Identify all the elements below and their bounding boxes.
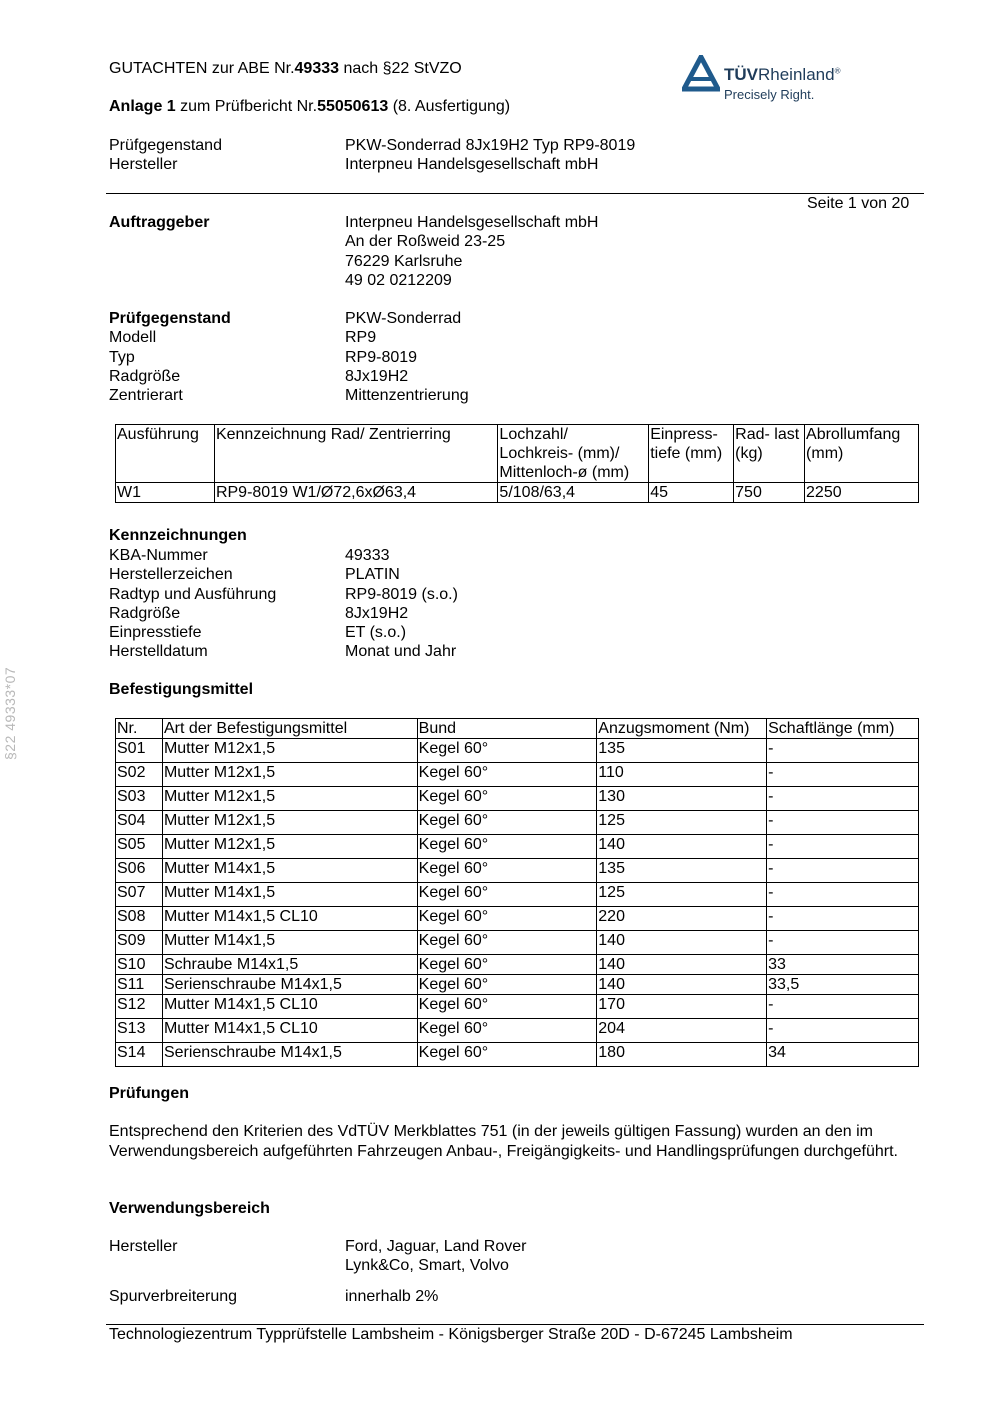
table-cell: S06 xyxy=(116,859,163,883)
table-row xyxy=(116,483,919,503)
pruefungen-text: Entsprechend den Kriterien des VdTÜV Merkblattes 751 (in der jeweils gültigen Fassung) wurden an den im Verwendungsbereich aufgeführten Fahrzeugen Anbau-, Freigängigkeits- und Handlingsprüfungen durchgeführt. xyxy=(109,1123,898,1160)
table-cell: Mutter M12x1,5 xyxy=(162,763,417,787)
table-cell: 33 xyxy=(767,955,919,975)
side-stamp: §22 49333*07 xyxy=(2,666,18,760)
table-header-cell: Art der Befestigungsmittel xyxy=(162,719,417,739)
table-header-cell: Ausführung xyxy=(116,425,215,483)
table-cell: Serienschraube M14x1,5 xyxy=(162,975,417,995)
table-row xyxy=(116,975,919,995)
verwendungsbereich-title: Verwendungsbereich xyxy=(109,1200,270,1217)
table-row xyxy=(116,907,919,931)
table-row xyxy=(116,995,919,1019)
table-cell: Serienschraube M14x1,5 xyxy=(162,1043,417,1067)
table-row xyxy=(116,763,919,787)
table-cell: - xyxy=(767,811,919,835)
table-cell: - xyxy=(767,835,919,859)
table-header-cell: Bund xyxy=(417,719,597,739)
table-cell: 34 xyxy=(767,1043,919,1067)
table-header-cell: Anzugsmoment (Nm) xyxy=(597,719,767,739)
table-cell: W1 xyxy=(116,483,215,503)
table-cell: S08 xyxy=(116,907,163,931)
table-cell: - xyxy=(767,931,919,955)
table-cell: 204 xyxy=(597,1019,767,1043)
header-divider xyxy=(106,193,924,194)
kennzeichnungen-title: Kennzeichnungen xyxy=(109,527,247,544)
table-cell: Kegel 60° xyxy=(417,975,597,995)
table-cell: 140 xyxy=(597,955,767,975)
logo-tagline: Precisely Right. xyxy=(724,87,815,102)
table-cell: S10 xyxy=(116,955,163,975)
table-cell: RP9-8019 W1/Ø72,6xØ63,4 xyxy=(214,483,497,503)
table-row xyxy=(116,835,919,859)
table-row xyxy=(116,955,919,975)
table-cell: 45 xyxy=(649,483,734,503)
table-cell: Kegel 60° xyxy=(417,763,597,787)
logo-brand: TÜVRheinland® xyxy=(724,65,841,84)
table-cell: 110 xyxy=(597,763,767,787)
befestigung-title: Befestigungsmittel xyxy=(109,681,254,698)
table-header-cell: Rad- last (kg) xyxy=(734,425,805,483)
table-cell: 750 xyxy=(734,483,805,503)
table-cell: Kegel 60° xyxy=(417,955,597,975)
table-cell: Kegel 60° xyxy=(417,811,597,835)
table-cell: - xyxy=(767,995,919,1019)
wheel-table xyxy=(115,424,919,503)
table-cell: 220 xyxy=(597,907,767,931)
table-cell: S14 xyxy=(116,1043,163,1067)
table-cell: - xyxy=(767,787,919,811)
gutachten-title: GUTACHTEN zur ABE Nr.49333 nach §22 StVZO xyxy=(109,60,462,77)
table-cell: 135 xyxy=(597,859,767,883)
table-cell: S13 xyxy=(116,1019,163,1043)
table-row xyxy=(116,1043,919,1067)
table-cell: Mutter M14x1,5 xyxy=(162,883,417,907)
table-header-cell: Lochzahl/ Lochkreis- (mm)/ Mittenloch-ø (mm) xyxy=(498,425,649,483)
table-cell: Mutter M12x1,5 xyxy=(162,811,417,835)
table-cell: Kegel 60° xyxy=(417,1043,597,1067)
table-cell: Kegel 60° xyxy=(417,883,597,907)
table-cell: Kegel 60° xyxy=(417,1019,597,1043)
table-row xyxy=(116,1019,919,1043)
table-cell: Kegel 60° xyxy=(417,787,597,811)
abe-number: 49333 xyxy=(294,60,340,77)
pruefungen-title: Prüfungen xyxy=(109,1085,189,1102)
table-cell: Mutter M14x1,5 xyxy=(162,931,417,955)
befestigung-table xyxy=(115,718,919,1067)
table-header-cell: Abrollumfang (mm) xyxy=(805,425,919,483)
wheel-table-header xyxy=(116,425,919,483)
table-header-cell: Schaftlänge (mm) xyxy=(767,719,919,739)
table-cell: S09 xyxy=(116,931,163,955)
table-cell: S04 xyxy=(116,811,163,835)
table-cell: Mutter M14x1,5 CL10 xyxy=(162,907,417,931)
table-cell: - xyxy=(767,883,919,907)
table-cell: 125 xyxy=(597,883,767,907)
table-row xyxy=(116,787,919,811)
table-row xyxy=(116,811,919,835)
tuv-rheinland-logo xyxy=(682,55,872,103)
table-cell: Kegel 60° xyxy=(417,835,597,859)
table-cell: S05 xyxy=(116,835,163,859)
anlage-line: Anlage 1 zum Prüfbericht Nr.55050613 (8. Ausfertigung) xyxy=(109,98,511,115)
table-row xyxy=(116,739,919,763)
table-cell: S01 xyxy=(116,739,163,763)
table-cell: Mutter M12x1,5 xyxy=(162,835,417,859)
footer-text: Technologiezentrum Typprüfstelle Lambsheim - Königsberger Straße 20D - D-67245 Lambsheim xyxy=(109,1326,793,1343)
table-cell: Kegel 60° xyxy=(417,995,597,1019)
table-cell: 140 xyxy=(597,975,767,995)
table-cell: 5/108/63,4 xyxy=(498,483,649,503)
table-header-cell: Kennzeichnung Rad/ Zentrierring xyxy=(214,425,497,483)
table-row xyxy=(116,859,919,883)
table-cell: S07 xyxy=(116,883,163,907)
page-number: Seite 1 von 20 xyxy=(807,195,910,212)
table-cell: Kegel 60° xyxy=(417,907,597,931)
table-header-cell: Einpress- tiefe (mm) xyxy=(649,425,734,483)
table-cell: 180 xyxy=(597,1043,767,1067)
table-cell: Kegel 60° xyxy=(417,859,597,883)
table-cell: - xyxy=(767,763,919,787)
table-cell: Mutter M14x1,5 CL10 xyxy=(162,1019,417,1043)
table-cell: Kegel 60° xyxy=(417,739,597,763)
table-cell: S12 xyxy=(116,995,163,1019)
table-cell: - xyxy=(767,739,919,763)
table-cell: Kegel 60° xyxy=(417,931,597,955)
table-cell: Mutter M14x1,5 xyxy=(162,859,417,883)
table-cell: 170 xyxy=(597,995,767,1019)
table-cell: 140 xyxy=(597,835,767,859)
table-row xyxy=(116,931,919,955)
befestigung-table-header xyxy=(116,719,919,739)
table-cell: - xyxy=(767,907,919,931)
table-cell: S11 xyxy=(116,975,163,995)
table-cell: 2250 xyxy=(805,483,919,503)
table-cell: 135 xyxy=(597,739,767,763)
tuv-triangle-icon xyxy=(682,55,720,93)
table-cell: Schraube M14x1,5 xyxy=(162,955,417,975)
table-cell: 125 xyxy=(597,811,767,835)
table-cell: - xyxy=(767,1019,919,1043)
table-header-cell: Nr. xyxy=(116,719,163,739)
table-cell: Mutter M12x1,5 xyxy=(162,739,417,763)
table-cell: S03 xyxy=(116,787,163,811)
table-cell: Mutter M12x1,5 xyxy=(162,787,417,811)
table-cell: - xyxy=(767,859,919,883)
table-cell: Mutter M14x1,5 CL10 xyxy=(162,995,417,1019)
table-cell: S02 xyxy=(116,763,163,787)
table-cell: 140 xyxy=(597,931,767,955)
table-cell: 130 xyxy=(597,787,767,811)
table-cell: 33,5 xyxy=(767,975,919,995)
pruefbericht-number: 55050613 xyxy=(317,98,389,115)
table-row xyxy=(116,883,919,907)
